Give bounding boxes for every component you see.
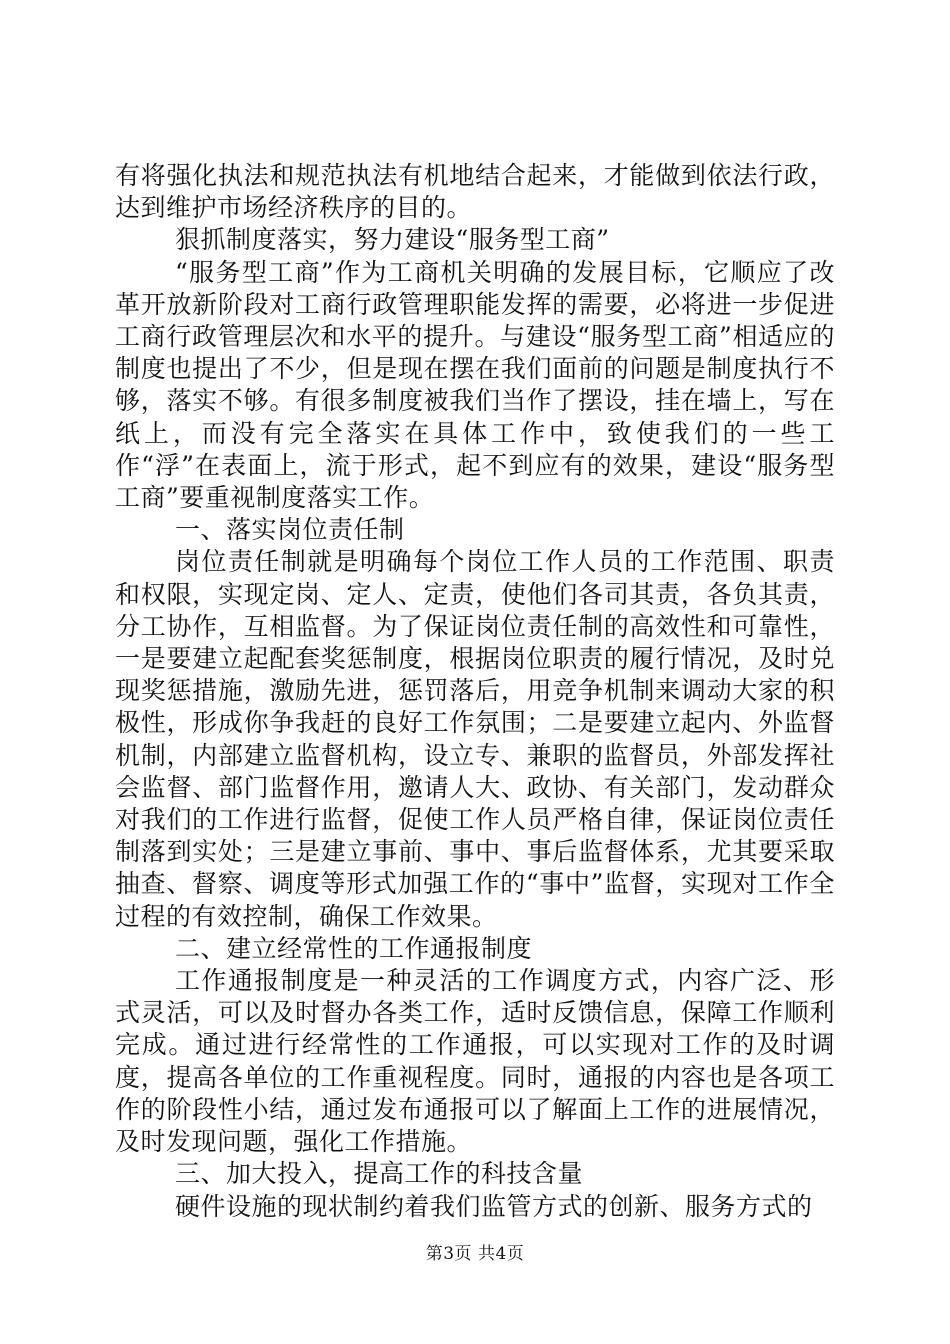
paragraph-3: 岗位责任制就是明确每个岗位工作人员的工作范围、职责和权限，实现定岗、定人、定责，使他们各司其责，各负其责，分工协作，互相监督。为了保证岗位责任制的高效性和可靠性，一是要建立起配套奖惩制度，根据岗位职责的履行情况，及时兑现奖惩措施，激励先进，惩罚落后，用竞争机制来调动大家的积极性，形成你争我赶的良好工作氛围；二是要建立起内、外监督机制，内部建立监督机构，设立专、兼职的监督员，外部发挥社会监督、部门监督作用，邀请人大、政协、有关部门，发动群众对我们的工作进行监督，促使工作人员严格自律，保证岗位责任制落到实处；三是建立事前、事中、事后监督体系，尤其要采取抽查、督察、调度等形式加强工作的“事中”监督，实现对工作全过程的有效控制，确保工作效果。 [115, 547, 835, 931]
paragraph-4: 工作通报制度是一种灵活的工作调度方式，内容广泛、形式灵活，可以及时督办各类工作，适时反馈信息，保障工作顺利完成。通过进行经常性的工作通报，可以实现对工作的及时调度，提高各单位的工作重视程度。同时，通报的内容也是各项工作的阶段性小结，通过发布通报可以了解面上工作的进展情况，及时发现问题，强化工作措施。 [115, 966, 835, 1157]
document-body [115, 160, 835, 1223]
subheading-2: 二、建立经常性的工作通报制度 [175, 933, 533, 963]
subheading-3: 三、加大投入，提高工作的科技含量 [175, 1159, 584, 1189]
paragraph-2: “服务型工商”作为工商机关明确的发展目标，它顺应了改革开放新阶段对工商行政管理职能发挥的需要，必将进一步促进工商行政管理层次和水平的提升。与建设“服务型工商”相适应的制度也提出了不少，但是现在摆在我们面前的问题是制度执行不够，落实不够。有很多制度被我们当作了摆设，挂在墙上，写在纸上，而没有完全落实在具体工作中，致使我们的一些工作“浮”在表面上，流于形式，起不到应有的效果，建设“服务型工商”要重视制度落实工作。 [115, 257, 835, 513]
page-number-label: 第3页 共4页 [425, 1244, 525, 1264]
page-footer [0, 1243, 950, 1265]
subheading-1: 一、落实岗位责任制 [175, 515, 405, 545]
section-heading: 狠抓制度落实，努力建设“服务型工商” [175, 225, 610, 255]
paragraph-5: 硬件设施的现状制约着我们监管方式的创新、服务方式的 [175, 1191, 813, 1221]
paragraph-1: 有将强化执法和规范执法有机地结合起来，才能做到依法行政，达到维护市场经济秩序的目的。 [115, 161, 835, 223]
